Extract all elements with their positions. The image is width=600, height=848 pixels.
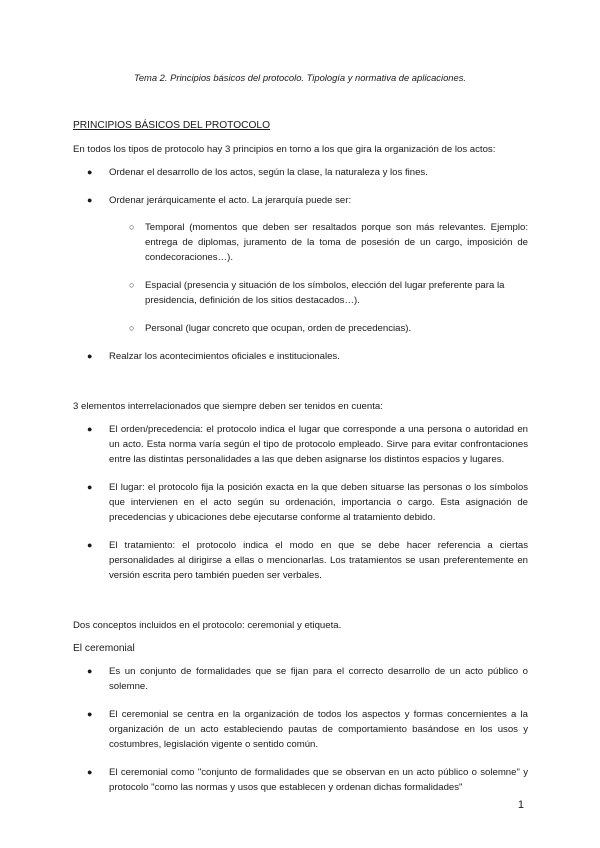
section-intro: Dos conceptos incluidos en el protocolo: ceremonial y etiqueta. — [73, 620, 342, 631]
bullet-icon: ● — [87, 424, 93, 434]
bullet-icon: ● — [87, 540, 93, 550]
page-number: 1 — [517, 799, 524, 811]
page-content — [73, 118, 528, 808]
sub-list-item: ○ Personal (lugar concreto que ocupan, orden de precedencias). — [129, 323, 412, 334]
bullet-icon: ● — [87, 767, 93, 777]
sub-list-item: ○ Espacial (presencia y situación de los símbolos, elección del lugar preferente para la presidencia, definición de los sitios destacados…). — [129, 280, 505, 306]
circle-bullet-icon: ○ — [129, 280, 135, 290]
list-item: ● Realzar los acontecimientos oficiales e institucionales. — [87, 351, 340, 362]
bullet-icon: ● — [87, 195, 93, 205]
section-intro: 3 elementos interrelacionados que siempre deben ser tenidos en cuenta: — [73, 401, 383, 412]
list-item: ● Ordenar el desarrollo de los actos, según la clase, la naturaleza y los fines. — [87, 167, 428, 178]
list-item: ● Es un conjunto de formalidades que se fijan para el correcto desarrollo de un acto público o solemne. — [87, 666, 528, 692]
ceremonial-list — [73, 664, 528, 795]
bullet-icon: ● — [87, 709, 93, 719]
section-intro: En todos los tipos de protocolo hay 3 principios en torno a los que gira la organización de los actos: — [73, 144, 496, 155]
bullet-icon: ● — [87, 482, 93, 492]
sub-list-item: ○ Temporal (momentos que deben ser resaltados porque son más relevantes. Ejemplo: entrega de diplomas, juramento de la toma de posesión de un cargo, imposición de condecoraciones…). — [129, 222, 528, 263]
list-item: ● El lugar: el protocolo fija la posición exacta en la que deben situarse las personas o los símbolos que intervienen en el acto según su ordenación, importancia o cargo. Esta asignación de precedencias y ubicaciones debe ejecutarse conforme al tratamiento debido. — [87, 482, 528, 523]
bullet-icon: ● — [87, 351, 93, 361]
document-header: Tema 2. Principios básicos del protocolo. Tipología y normativa de aplicaciones. — [133, 72, 467, 83]
subsection-title: El ceremonial — [73, 643, 135, 654]
list-item: ● El ceremonial se centra en la organización de todos los aspectos y formas concernientes a la organización de un acto estableciendo pautas de comportamiento basándose en los usos y costumbres, legislación vigente o sentido común. — [87, 709, 528, 750]
list-item: ● Ordenar jerárquicamente el acto. La jerarquía puede ser: ○ Temporal (momentos que deben ser resaltados porque son más relevantes. Ejemplo: entrega de diplomas, juramento de la toma de posesión de un cargo, imposición de condecoraciones…). ○ Espacial (presencia y situación de los símbolos, elección del lugar preferente para la presidencia, definición de los sitios destacados…). ○ Personal (lugar concreto que ocupan, orden de precedencias). — [87, 195, 528, 334]
hierarchy-list — [109, 220, 528, 336]
section-title: PRINCIPIOS BÁSICOS DEL PROTOCOLO — [73, 120, 271, 131]
circle-bullet-icon: ○ — [129, 222, 135, 232]
circle-bullet-icon: ○ — [129, 323, 135, 333]
elements-list — [73, 422, 528, 583]
list-item: ● El orden/precedencia: el protocolo indica el lugar que corresponde a una persona o autoridad en un acto. Esta norma varía según el tipo de protocolo empleado. Sirve para evitar confrontaciones entre las distintas personalidades a las que deben asignarse los distintos espacios y lugares. — [87, 424, 528, 465]
bullet-icon: ● — [87, 167, 93, 177]
bullet-icon: ● — [87, 666, 93, 676]
principles-list — [73, 165, 528, 364]
list-item: ● El ceremonial como "conjunto de formalidades que se observan en un acto público o solemne" y protocolo "como las normas y usos que establecen y ordenan dichas formalidades" — [87, 767, 528, 793]
list-item: ● El tratamiento: el protocolo indica el modo en que se debe hacer referencia a ciertas personalidades al dirigirse a ellas o mencionarlas. Los tratamientos se usan preferentemente en versión escrita pero también pueden ser verbales. — [87, 540, 528, 581]
